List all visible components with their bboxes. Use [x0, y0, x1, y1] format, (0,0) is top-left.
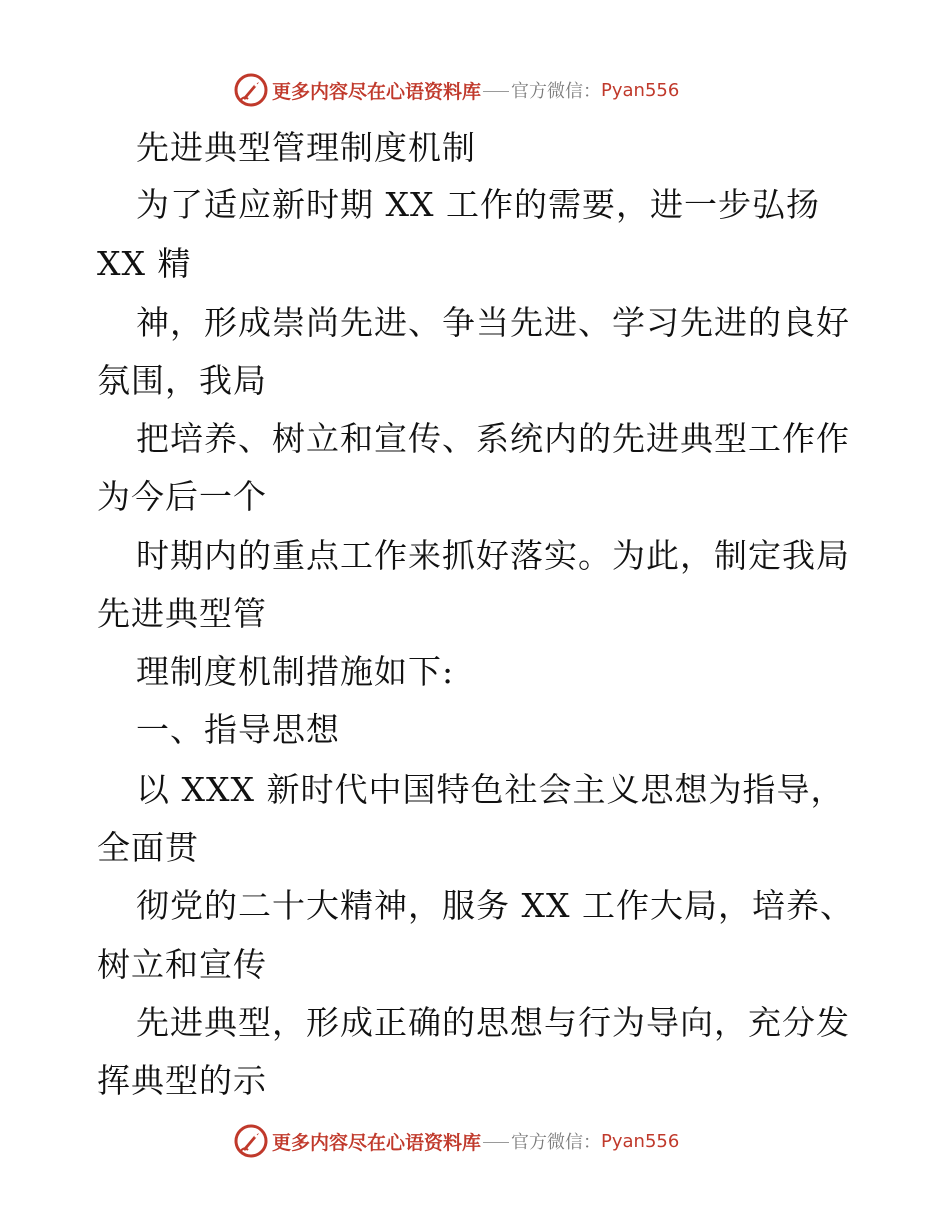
footer-brand-text: 更多内容尽在心语资料库	[272, 1131, 482, 1154]
header-wechat-label: 官方微信：	[511, 81, 602, 102]
text-line: 以 XXX 新时代中国特色社会主义思想为指导，	[136, 770, 845, 809]
text-line: 先进典型管	[97, 594, 267, 633]
text-line: 全面贯	[97, 828, 199, 867]
text-line: 树立和宣传	[97, 945, 267, 984]
footer-dash-divider	[483, 1142, 509, 1143]
header-dash-divider	[483, 91, 509, 92]
header-watermark	[234, 72, 679, 108]
footer-wechat-label: 官方微信：	[511, 1132, 602, 1153]
pen-nib-logo-icon	[234, 73, 268, 107]
text-line: 先进典型，形成正确的思想与行为导向，充分发	[136, 1003, 850, 1042]
header-wechat-id: Pyan556	[601, 79, 680, 101]
text-line: 理制度机制措施如下:	[136, 652, 455, 691]
text-line: 氛围，我局	[97, 361, 267, 400]
pen-nib-logo-icon	[234, 1124, 268, 1158]
header-brand-text: 更多内容尽在心语资料库	[272, 80, 482, 103]
section-heading: 一、指导思想	[136, 710, 340, 749]
text-line: 把培养、树立和宣传、系统内的先进典型工作作	[136, 419, 850, 458]
document-title: 先进典型管理制度机制	[136, 128, 476, 167]
text-line: 神，形成崇尚先进、争当先进、学习先进的良好	[136, 303, 850, 342]
text-line: 为今后一个	[97, 477, 267, 516]
text-line: 时期内的重点工作来抓好落实。为此，制定我局	[136, 536, 850, 575]
text-line: 挥典型的示	[97, 1061, 267, 1100]
footer-wechat-id: Pyan556	[601, 1130, 680, 1152]
text-line: 彻党的二十大精神，服务 XX 工作大局，培养、	[136, 886, 854, 925]
text-line: 为了适应新时期 XX 工作的需要，进一步弘扬	[136, 185, 820, 224]
text-line: XX 精	[97, 244, 192, 283]
footer-watermark	[234, 1123, 679, 1159]
